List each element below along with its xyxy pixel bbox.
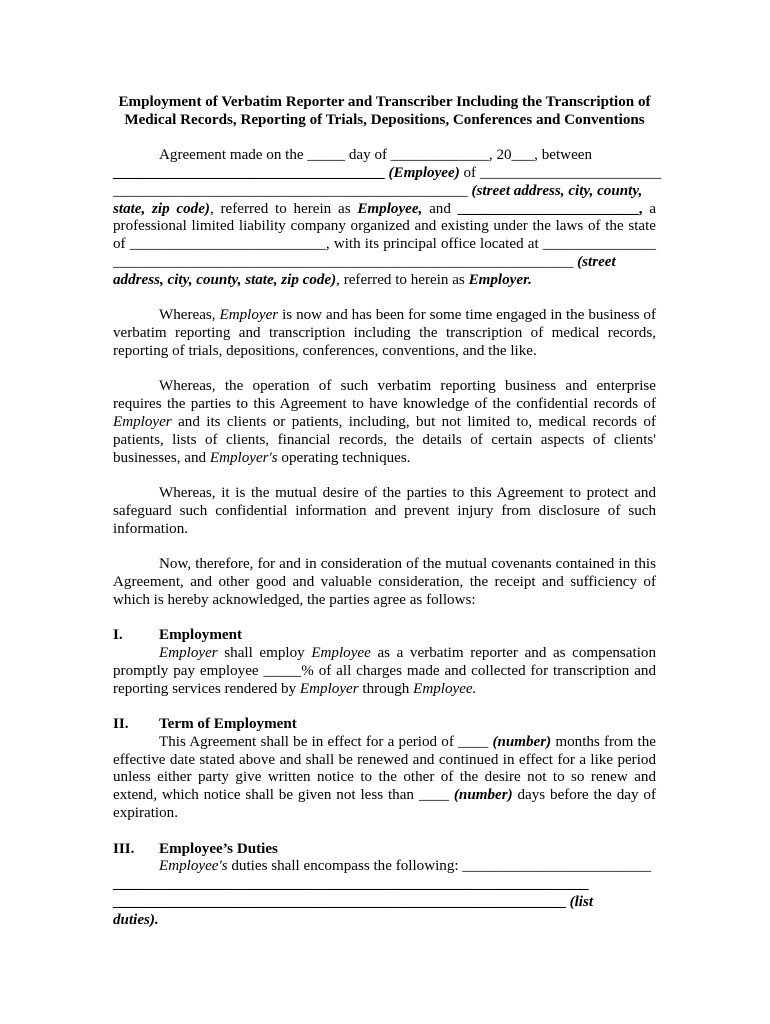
whereas-text: Whereas, it is the mutual desire of the parties to this Agreement to protect and safeguard such confidential information and prevent injury from disclosure of such information. bbox=[113, 485, 656, 537]
employee-term: Employee's bbox=[159, 858, 228, 875]
section-term-of-employment bbox=[113, 716, 656, 823]
duties-line-4: duties). bbox=[113, 911, 159, 928]
employer-term: Employer bbox=[113, 413, 172, 430]
intro-text: and bbox=[422, 200, 458, 217]
intro-line-8 bbox=[113, 272, 656, 290]
section-text: months from the effective date stated above and shall be renewed and continued in effect for a like period unless either party give written notice to the other of the desire not to so renew and extend, which notice shall be given not less than ____ bbox=[113, 733, 656, 804]
duties-line-2: _______________________________________________________________ bbox=[113, 876, 589, 893]
document-title bbox=[105, 93, 664, 129]
section-number: I. bbox=[113, 627, 123, 644]
employee-term: Employee bbox=[311, 644, 371, 661]
intro-line-2 bbox=[113, 164, 661, 183]
section-employment bbox=[113, 627, 656, 698]
now-therefore-paragraph bbox=[113, 556, 656, 610]
whereas-text: Whereas, the operation of such verbatim reporting business and enterprise requires the parties to this Agreement to have knowledge of the confidential records of bbox=[113, 378, 656, 413]
section-heading bbox=[113, 841, 656, 859]
section-heading bbox=[113, 627, 656, 645]
duties-line-3 bbox=[113, 894, 656, 912]
section-text: shall employ bbox=[217, 644, 312, 661]
address-hint-2: address, city, county, state, zip code) bbox=[113, 271, 337, 288]
intro-line-4 bbox=[113, 201, 656, 219]
section-employee-duties bbox=[113, 841, 656, 930]
employee-label: (Employee) bbox=[388, 164, 460, 181]
employer-term: Employer's bbox=[209, 449, 278, 466]
section-body bbox=[113, 645, 656, 699]
employer-name-blank: ________________________, bbox=[457, 200, 650, 217]
whereas-text: Whereas, bbox=[159, 307, 220, 324]
intro-line-3 bbox=[113, 183, 656, 201]
employee-of-blank: of ________________________ bbox=[459, 164, 661, 181]
whereas-paragraph-2 bbox=[113, 378, 656, 467]
whereas-text: and its clients or patients, including, but not limited to, medical records of patients, lists of clients, financial records, the details of certain aspects of clients' businesses, and bbox=[113, 413, 656, 466]
employer-address-blank: _____________________________________________________________ bbox=[113, 254, 574, 271]
address-hint-cont: state, zip code) bbox=[113, 200, 210, 217]
intro-line-7 bbox=[113, 254, 656, 272]
address-hint: (street address, city, county, bbox=[467, 182, 643, 199]
intro-paragraph bbox=[113, 147, 661, 290]
section-number: III. bbox=[113, 840, 135, 857]
whereas-text: operating techniques. bbox=[277, 449, 411, 466]
section-text: as a verbatim reporter and as compensation promptly pay employee _____% of all charges made and collected for transcription and reporting services rendered by bbox=[113, 644, 656, 697]
section-text: through bbox=[358, 680, 414, 697]
intro-text: , referred to herein as bbox=[336, 271, 469, 288]
street-hint: (street bbox=[573, 254, 616, 271]
employee-name-blank: ____________________________________ bbox=[113, 164, 385, 181]
section-number: II. bbox=[113, 715, 129, 732]
section-heading bbox=[113, 716, 656, 734]
intro-line-6: of __________________________, with its principal office located at _______________ bbox=[113, 236, 656, 253]
intro-line-1: Agreement made on the _____ day of _____________, 20___, between bbox=[159, 147, 593, 163]
employee-term: Employee, bbox=[357, 200, 423, 217]
section-title: Term of Employment bbox=[159, 715, 297, 732]
intro-text: , referred to herein as bbox=[209, 200, 358, 217]
number-hint: (number) bbox=[453, 787, 513, 804]
title-line-2: Medical Records, Reporting of Trials, Depositions, Conferences and Conventions bbox=[124, 112, 645, 128]
employer-term: Employer. bbox=[468, 271, 532, 288]
number-hint: (number) bbox=[492, 733, 552, 750]
section-text: duties shall encompass the following: _________________________ bbox=[227, 858, 652, 875]
section-body bbox=[113, 734, 656, 823]
section-text: This Agreement shall be in effect for a period of ____ bbox=[159, 733, 493, 750]
employer-term: Employer bbox=[219, 307, 279, 324]
employee-term: Employee. bbox=[413, 680, 477, 697]
section-text: days before the day of expiration. bbox=[113, 787, 656, 822]
title-line-1: Employment of Verbatim Reporter and Transcriber Including the Transcription of bbox=[118, 94, 651, 110]
section-title: Employment bbox=[159, 627, 243, 644]
whereas-paragraph-1 bbox=[113, 307, 656, 361]
duties-blank: ____________________________________________________________ bbox=[113, 894, 566, 911]
document-body bbox=[113, 93, 661, 930]
employer-term: Employer bbox=[159, 644, 218, 661]
employer-term: Employer bbox=[299, 680, 359, 697]
employee-address-blank: _______________________________________________ bbox=[113, 182, 468, 199]
intro-line-5: professional limited liability company organized and existing under the laws of the state bbox=[113, 218, 656, 235]
duties-line-1 bbox=[113, 858, 656, 876]
list-hint: (list bbox=[565, 894, 594, 911]
now-therefore-text: Now, therefore, for and in consideration of the mutual covenants contained in this Agreement, and other good and valuable consideration, the receipt and sufficiency of which is hereby acknowledged, the parties agree as follows: bbox=[113, 556, 656, 608]
section-title: Employee’s Duties bbox=[159, 840, 278, 857]
whereas-paragraph-3 bbox=[113, 485, 656, 539]
whereas-text: is now and has been for some time engaged in the business of verbatim reporting and transcription including the transcription of medical records, reporting of trials, depositions, conferences, conventions, and the like. bbox=[113, 307, 656, 359]
intro-text: a bbox=[649, 200, 657, 217]
